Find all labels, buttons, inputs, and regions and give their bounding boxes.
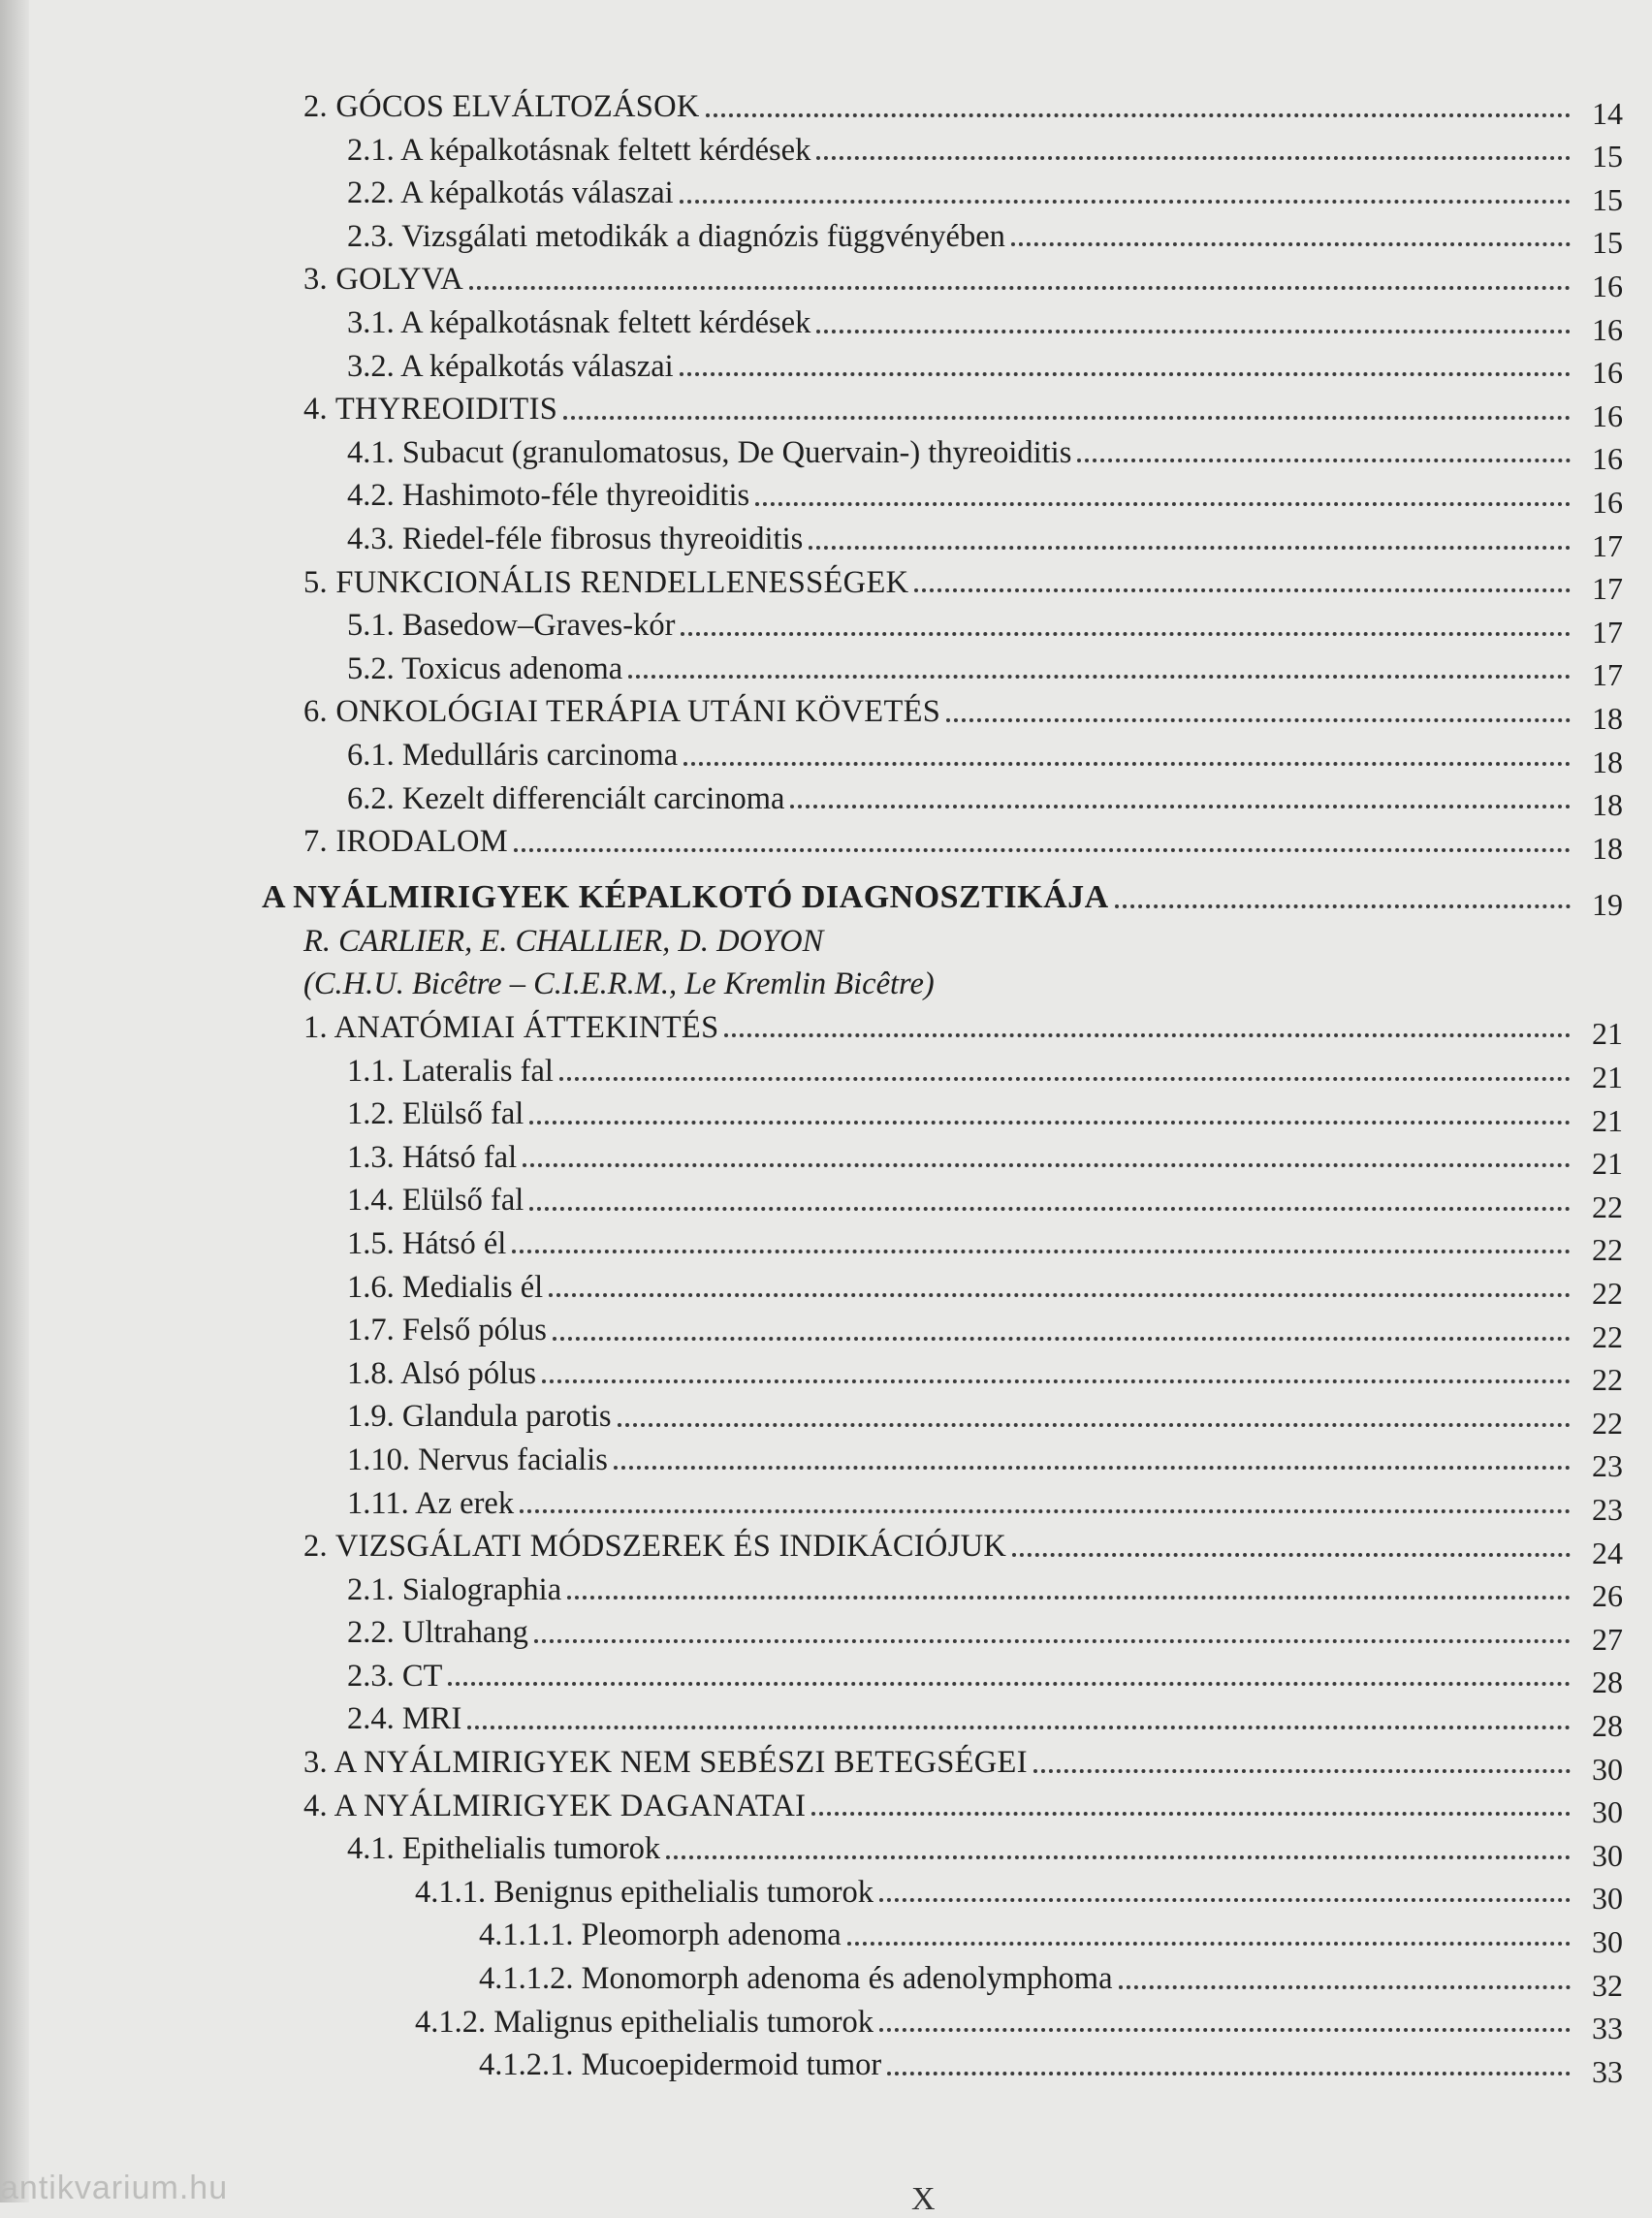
toc-page-number: 30 [1592, 1881, 1623, 1917]
toc-page-number: 27 [1592, 1621, 1623, 1657]
dot-leader [448, 1682, 1571, 1686]
dot-leader [847, 1942, 1571, 1946]
toc-entry [0, 1869, 1652, 1917]
toc-entry-title: (C.H.U. Bicêtre – C.I.E.R.M., Le Kremlin Bicêtre) [303, 966, 935, 1002]
toc-entry [0, 429, 1652, 477]
toc-entry [0, 776, 1652, 823]
toc-page-number: 21 [1592, 1016, 1623, 1052]
toc-entry-title: 2.1. Sialographia [347, 1571, 562, 1607]
toc-page-number: 26 [1592, 1578, 1623, 1614]
toc-page-number: 17 [1592, 657, 1623, 693]
dot-leader [790, 805, 1571, 808]
dot-leader [946, 718, 1571, 722]
toc-entry [0, 1091, 1652, 1138]
toc-page-number: 23 [1592, 1448, 1623, 1484]
dot-leader [914, 588, 1571, 592]
toc-entry-title: 1.4. Elülső fal [347, 1183, 524, 1219]
toc-page-number: 21 [1592, 1102, 1623, 1138]
toc-entry [0, 559, 1652, 607]
toc-page-number: 30 [1592, 1923, 1623, 1959]
toc-entry [0, 1825, 1652, 1873]
toc-page-number: 22 [1592, 1405, 1623, 1441]
dot-leader [553, 1337, 1571, 1341]
toc-page-number: 17 [1592, 614, 1623, 650]
toc-entry-title: 2.3. Vizsgálati metodikák a diagnózis függvényében [347, 218, 1005, 254]
dot-leader [549, 1293, 1571, 1297]
toc-page-number: 16 [1592, 397, 1623, 433]
dot-leader [520, 1509, 1571, 1513]
toc-entry-title: 5.2. Toxicus adenoma [347, 650, 623, 686]
toc-entry [0, 732, 1652, 779]
toc-entry-title: 5. FUNKCIONÁLIS RENDELLENESSÉGEK [303, 564, 909, 600]
dot-leader [1119, 1985, 1572, 1989]
dot-leader [887, 2072, 1571, 2075]
toc-entry-title: 3. GOLYVA [303, 262, 463, 298]
toc-entry-title: 2.2. A képalkotás válaszai [347, 175, 674, 211]
toc-entry-title: 6.1. Medulláris carcinoma [347, 738, 679, 773]
dot-leader [563, 416, 1571, 420]
toc-page-number: 17 [1592, 527, 1623, 563]
dot-leader [811, 1812, 1571, 1816]
toc-entry [0, 2042, 1652, 2089]
toc-page-number: 16 [1592, 355, 1623, 391]
toc-page-number: 24 [1592, 1535, 1623, 1570]
toc-entry-title: 2.1. A képalkotásnak feltett kérdések [347, 132, 811, 168]
toc-entry-title: 3.2. A képalkotás válaszai [347, 348, 674, 384]
toc-entry-title: 2.2. Ultrahang [347, 1615, 528, 1651]
toc-entry-title: 4. THYREOIDITIS [303, 392, 558, 428]
toc-page-number: 19 [1592, 886, 1623, 922]
toc-page-number: 18 [1592, 830, 1623, 866]
toc-page-number: 18 [1592, 787, 1623, 823]
toc-entry [0, 1609, 1652, 1657]
watermark: antikvarium.hu [0, 2170, 229, 2206]
dot-leader [1077, 459, 1571, 462]
toc-entry [0, 343, 1652, 391]
toc-page-number: 30 [1592, 1794, 1623, 1830]
toc-entry-title: 2.4. MRI [347, 1701, 462, 1737]
toc-page-number: 16 [1592, 311, 1623, 347]
dot-leader [724, 1033, 1571, 1037]
toc-entry-title: 2. GÓCOS ELVÁLTOZÁSOK [303, 89, 700, 125]
toc-entry [0, 213, 1652, 261]
dot-leader [1033, 1769, 1571, 1773]
toc-entry-title: 1.10. Nervus facialis [347, 1442, 608, 1477]
toc-entry [0, 386, 1652, 433]
toc-page-number: 30 [1592, 1837, 1623, 1873]
dot-leader [683, 762, 1571, 766]
toc-entry-title: 1.6. Medialis él [347, 1269, 544, 1305]
dot-leader [879, 1898, 1571, 1902]
dot-leader [467, 1726, 1571, 1729]
toc-entry [0, 1783, 1652, 1830]
toc-entry-title: 4.1.1.1. Pleomorph adenoma [479, 1917, 842, 1953]
toc-page-number: 18 [1592, 744, 1623, 779]
toc-page-number: 17 [1592, 571, 1623, 607]
toc-entry [0, 1999, 1652, 2046]
page-number: X [911, 2181, 936, 2217]
toc-entry [0, 1479, 1652, 1527]
toc-entry [0, 1393, 1652, 1441]
toc-page-number: 14 [1592, 95, 1623, 131]
toc-page-number: 15 [1592, 181, 1623, 217]
toc-entry-title: 4.3. Riedel-féle fibrosus thyreoiditis [347, 522, 804, 557]
toc-entry [0, 1177, 1652, 1224]
toc-entry [0, 602, 1652, 650]
dot-leader [680, 372, 1571, 376]
dot-leader [666, 1855, 1571, 1859]
toc-entry-title: R. CARLIER, E. CHALLIER, D. DOYON [303, 923, 824, 959]
toc-entry-title: 6.2. Kezelt differenciált carcinoma [347, 780, 785, 816]
toc-author-line [0, 961, 1652, 1004]
toc-entry-title: 4.1.1. Benignus epithelialis tumorok [415, 1874, 874, 1910]
dot-leader [529, 1121, 1571, 1125]
toc-entry-title: 1.5. Hátsó él [347, 1225, 507, 1261]
toc-entry [0, 1653, 1652, 1700]
toc-entry [0, 1912, 1652, 1959]
toc-page-number: 16 [1592, 441, 1623, 477]
toc-entry-title: 4. A NYÁLMIRIGYEK DAGANATAI [303, 1788, 807, 1823]
dot-leader [559, 1077, 1571, 1081]
dot-leader [1011, 242, 1571, 246]
toc-page-number: 18 [1592, 700, 1623, 736]
dot-leader [755, 502, 1571, 506]
toc-entry-title: 1.1. Lateralis fal [347, 1053, 554, 1089]
toc-page-number: 22 [1592, 1276, 1623, 1312]
toc-entry-title: 2.3. CT [347, 1658, 443, 1694]
toc-entry [0, 1695, 1652, 1743]
toc-entry-title: 5.1. Basedow–Graves-kór [347, 608, 676, 644]
toc-entry-title: 4.1.1.2. Monomorph adenoma és adenolymphoma [479, 1961, 1113, 1997]
toc-entry [0, 1523, 1652, 1570]
toc-entry [0, 1739, 1652, 1787]
toc-entry [0, 1437, 1652, 1484]
toc-page-number: 22 [1592, 1188, 1623, 1224]
toc-entry-title: 4.1. Epithelialis tumorok [347, 1831, 661, 1867]
toc-entry [0, 127, 1652, 174]
dot-leader [614, 1466, 1571, 1470]
toc-entry [0, 300, 1652, 347]
toc-entry-title: 6. ONKOLÓGIAI TERÁPIA UTÁNI KÖVETÉS [303, 694, 941, 730]
dot-leader [809, 546, 1571, 550]
toc-entry-title: 7. IRODALOM [303, 824, 508, 860]
toc-page-number: 22 [1592, 1232, 1623, 1268]
dot-leader [628, 675, 1571, 679]
toc-entry [0, 83, 1652, 131]
toc-entry [0, 1263, 1652, 1312]
toc-page-number: 15 [1592, 139, 1623, 174]
toc-entry [0, 516, 1652, 563]
toc-entry [0, 472, 1652, 520]
toc-entry-title: 1.3. Hátsó fal [347, 1139, 518, 1175]
toc-entry-title: 1.7. Felső pólus [347, 1313, 547, 1348]
toc-entry [0, 1567, 1652, 1614]
dot-leader [816, 330, 1571, 333]
toc-entry [0, 1955, 1652, 2003]
dot-leader [618, 1423, 1571, 1427]
toc-entry-title: 3.1. A képalkotásnak feltett kérdések [347, 305, 811, 341]
toc-entry-title: 1.11. Az erek [347, 1485, 515, 1521]
dot-leader [523, 1163, 1571, 1167]
toc-entry-title: 4.2. Hashimoto-féle thyreoiditis [347, 478, 750, 514]
toc-entry [0, 1350, 1652, 1398]
toc-page-number: 21 [1592, 1146, 1623, 1182]
toc-page-number: 33 [1592, 2011, 1623, 2046]
toc-page-number: 15 [1592, 225, 1623, 261]
toc-page-number: 23 [1592, 1492, 1623, 1527]
toc-entry-title: 4.1. Subacut (granulomatosus, De Quervain-) thyreoiditis [347, 434, 1072, 470]
toc-entry [0, 256, 1652, 303]
toc-entry [0, 1047, 1652, 1095]
toc-page-number: 30 [1592, 1751, 1623, 1787]
toc-entry [0, 170, 1652, 217]
toc-page-number: 16 [1592, 268, 1623, 303]
toc-entry-title: 1. ANATÓMIAI ÁTTEKINTÉS [303, 1009, 719, 1045]
toc-entry [0, 818, 1652, 866]
table-of-contents [0, 83, 1652, 2089]
dot-leader [542, 1379, 1571, 1383]
toc-author-line [0, 918, 1652, 962]
toc-entry-title: 1.9. Glandula parotis [347, 1399, 612, 1435]
toc-entry-title: 4.1.2.1. Mucoepidermoid tumor [479, 2047, 882, 2083]
dot-leader [706, 113, 1571, 117]
dot-leader [1115, 904, 1571, 908]
toc-entry-title: 1.2. Elülső fal [347, 1096, 524, 1132]
toc-page-number: 22 [1592, 1362, 1623, 1398]
toc-entry-title: 2. VIZSGÁLATI MÓDSZEREK ÉS INDIKÁCIÓJUK [303, 1529, 1007, 1565]
toc-page-number: 33 [1592, 2053, 1623, 2089]
dot-leader [534, 1639, 1571, 1643]
toc-entry [0, 646, 1652, 693]
toc-page-number: 21 [1592, 1060, 1623, 1095]
dot-leader [469, 286, 1571, 290]
toc-entry-title: 1.8. Alsó pólus [347, 1355, 537, 1391]
toc-page-number: 22 [1592, 1318, 1623, 1354]
dot-leader [529, 1207, 1571, 1211]
toc-entry-title: A NYÁLMIRIGYEK KÉPALKOTÓ DIAGNOSZTIKÁJA [262, 878, 1109, 915]
toc-entry-title: 4.1.2. Malignus epithelialis tumorok [415, 2004, 874, 2040]
dot-leader [879, 2028, 1571, 2032]
dot-leader [680, 200, 1571, 204]
toc-chapter-heading [0, 873, 1652, 922]
toc-page-number: 32 [1592, 1967, 1623, 2003]
dot-leader [514, 848, 1571, 852]
toc-entry [0, 1134, 1652, 1182]
toc-page-number: 28 [1592, 1707, 1623, 1743]
toc-page-number: 16 [1592, 484, 1623, 520]
toc-entry [0, 1004, 1652, 1052]
toc-page-number: 28 [1592, 1664, 1623, 1700]
dot-leader [681, 632, 1571, 636]
dot-leader [816, 156, 1571, 160]
toc-entry [0, 1220, 1652, 1268]
dot-leader [512, 1250, 1571, 1253]
toc-entry [0, 688, 1652, 736]
toc-entry [0, 1307, 1652, 1354]
toc-entry-title: 3. A NYÁLMIRIGYEK NEM SEBÉSZI BETEGSÉGEI [303, 1745, 1028, 1781]
dot-leader [567, 1596, 1571, 1600]
dot-leader [1012, 1553, 1571, 1557]
